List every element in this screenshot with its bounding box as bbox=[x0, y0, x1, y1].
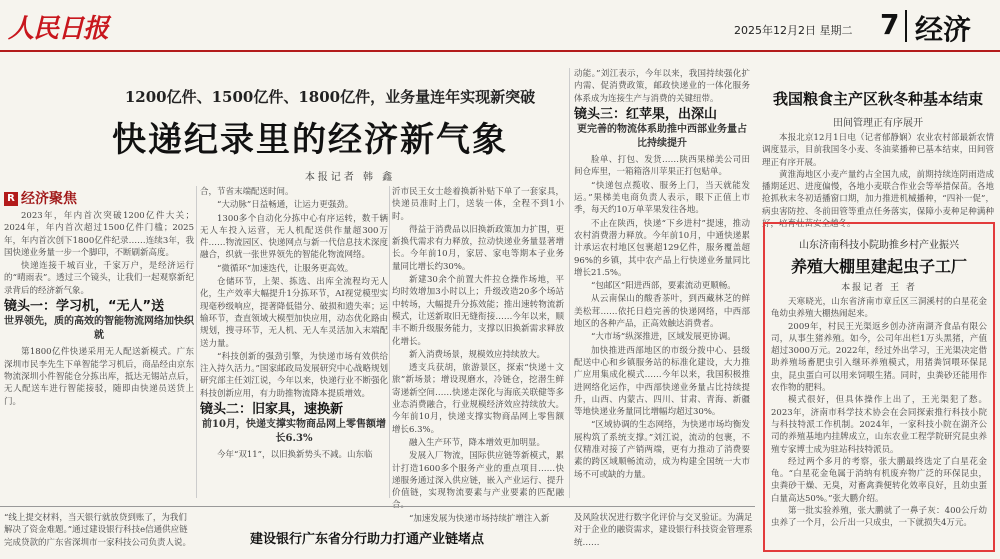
box-byline: 本报记者 王 者 bbox=[841, 283, 917, 293]
paragraph: “包邮区”阳进西部，要素流动更顺畅。 bbox=[591, 281, 736, 292]
highlighted-article-box[interactable] bbox=[763, 222, 995, 552]
paragraph: 新建30余个前置大件拉仓操作场地，平均时效增加3小时以上；升级改造20多个场站中转场，大幅提升分拣效能；推出速转物流新模式，让送新取旧无缝衔接……今年以来，顺丰不断升级服务能力，支撑以旧换新需求释放化增长。 bbox=[392, 275, 564, 347]
subheading-scene-2: 前10月，快递支撑实物商品网上零售额增长6.3% bbox=[202, 419, 386, 445]
bottom-left-text: “线上提交材料，当天银行就放贷到账了，为我们解决了资金难题。”通过建设银行科技e信通供应链完成贷款的广东省深圳市一家科技公司负责人说。 bbox=[4, 513, 192, 548]
box-body bbox=[771, 296, 987, 548]
paragraph: 动能。”刘江表示，今年以来，我国持续强化扩内需、促消费政策，邮政快递业的一体化服务体系成为连接生产与消费的关键纽带。 bbox=[574, 69, 750, 104]
newspaper-logo: 人民日报 bbox=[8, 14, 109, 44]
paragraph: 仓储环节，上架、拣选、出库全流程均无人化，生产效率大幅提升1分拣环节，AI视觉模型实现毫秒级响应，提著降低错分、破损和遗失率；运输环节，查直领域大模型加快应用，动态优化路由规划，搜寻环节，无人机、无人车灵活加入末端配送力量。 bbox=[200, 277, 388, 349]
paragraph: 模式很好，但具体操作上出了，王光渠犯了愁。2023年，济南市科学技术协会在会同探索推行科技小院与科技特派工作机制。2024年，一家科技小院在湖齐公司的养殖基地内挂牌成立，山东农业工程学院研究昆虫养殖专家博士成为驻站科技特派员。 bbox=[771, 395, 987, 455]
paragraph: 脸单、打包、发货……陕西果梯美公司田间仓库里，一箱箱洛川苹果正打包贴单。 bbox=[574, 155, 750, 178]
paragraph: “加速发展为快递市场持续扩增注入新 bbox=[409, 513, 550, 524]
sidebar-subtitle: 田间管理正有序展开 bbox=[833, 118, 923, 129]
bottom-article-title[interactable]: 建设银行广东省分行助力打通产业链堵点 bbox=[250, 532, 485, 547]
paragraph: 发展入厂物流，国际供应链等新模式，累计打造1600多个服务产业的重点项目……快递服务通过深入供应链，嵌入产业运行、提升价值链，实现物流要素与产业要素的匹配融 bbox=[392, 451, 564, 499]
paragraph: 融入生产环节，降本增效更加明显。 bbox=[409, 437, 546, 448]
bottom-divider bbox=[0, 506, 755, 507]
paragraph: 得益于消费品以旧换新政策加力扩围，更新换代需求有力释放，拉动快递业务量显著增长。今年前10月，家居、家电等期本子业务量同比增长约30%。 bbox=[392, 224, 564, 272]
section-name: 经济 bbox=[915, 13, 972, 46]
paragraph: 透支兵获胡，旅游景区，探索“快递＋文旅”新场景；增设现磨水，冷链仓，挖潜生鲜寄递新空间……快递走深化与海底关联健等多业态消费融合，行业规模经济效应持续放大。今年前10月，快递支撑实物商品网上零售额增长6.3%。 bbox=[392, 363, 564, 435]
box-kicker: 山东济南科技小院助推乡村产业振兴 bbox=[799, 240, 959, 251]
paragraph: 沂市民王女士趁着换新补贴下单了一套家具，快递员准时上门，送装一体，全程不到1小时。 bbox=[392, 187, 564, 222]
heading-scene-3: 镜头三：红苹果，出深山 bbox=[574, 106, 718, 122]
paragraph: 加快推进西部地区的市级分拨中心、县级配送中心和乡镇服务站的标准化建设，大力推广应用集成化模式……今年以来，我国积极推进网络化运作，中西部快递业务量占比持续提升，山西、内蒙古、四川、甘肃、青海、新疆等地快递业务量同比增幅均超过30%。 bbox=[574, 345, 750, 418]
paragraph: 2023年，年内首次突破1200亿件大关；2024年，年内首次超过1500亿件门槛；2025年，年内首次创下1800亿件纪录……连续3年，我国快递业务量一步一个脚印，不断刷新高度。 bbox=[4, 211, 194, 258]
paragraph: 第1800亿件快递采用无人配送新模式。广东深圳市民李先生下单智能学习机后，商品经由京东物流深圳小件智能仓分拣出库，抵达无锡站点后，无人配送车进行智能接驳，随即由快递员送货上门。 bbox=[4, 347, 194, 407]
section-label: R 经济聚焦 bbox=[4, 192, 194, 206]
main-title[interactable]: 快递纪录里的经济新气象 bbox=[112, 120, 508, 160]
section-mark-icon: R bbox=[4, 192, 18, 206]
page-number: 7 bbox=[880, 8, 900, 41]
paragraph: 天寒晓光，山东省济南市章丘区三洞溪村的白星花金龟幼虫养殖大棚热闹起来。 bbox=[771, 297, 987, 320]
subheading-scene-1: 世界领先，质的高效的智能物流网络加快织就 bbox=[4, 316, 194, 342]
article-column-1 bbox=[4, 190, 194, 475]
column-rule bbox=[196, 186, 197, 498]
subheading-scene-3: 更完善的物流体系助推中西部业务量占比持续提升 bbox=[577, 124, 747, 150]
paragraph: “科技创新的强劲引擎，为快递市场有效供给注入持久活力。”国家邮政局发展研究中心战略规划研究部主任刘江说，今年以来，快递行业不断强化科技创新应用，有力助推物流降本提质增效。 bbox=[200, 351, 388, 399]
paragraph: “大市场”纵深推进，区域发展更协调。 bbox=[591, 332, 736, 343]
paragraph: 不止在陕西，快递“下乡进村”提速，推动农村消费潜力释放。今年前10月，中通快递累计承运农村地区包裹超129亿件，服务覆盖超96%的乡镇，其中农产品上行快递业务量同比增长21.5%。 bbox=[574, 218, 750, 278]
main-byline: 本报记者 韩 鑫 bbox=[304, 172, 396, 183]
column-rule bbox=[389, 186, 390, 498]
article-column-2 bbox=[200, 186, 388, 498]
heading-scene-1: 镜头一：学习机，“无人”送 bbox=[4, 299, 165, 315]
masthead bbox=[0, 0, 1000, 52]
paragraph: 本报北京12月1日电（记者郁静娴）农业农村部最新农情调度显示，目前我国冬小麦、冬油菜播种已基本结束，田间管理正有序开展。 bbox=[762, 133, 994, 168]
masthead-divider bbox=[905, 10, 907, 42]
paragraph: 黄淮海地区小麦产量约占全国九成，前期持续连阴雨造成播期延迟、进度偏慢，各地小麦联合作业会等举措保苗。各地抢抓秋末冬初适播窗口期，加力推进机械播种，“四补一促”，病虫害防控、冬前田管等重点任务落实，保障小麦种足种满种好，培育壮苗安全越冬。 bbox=[762, 169, 994, 230]
publication-date: 2025年12月2日 星期二 bbox=[734, 24, 853, 37]
paragraph: “区域协调的生态网络，为快递市场均衡发展构筑了系统支撑。”刘江说，流动的包裹，不仅精准对接了产销两端，更有力推动了消费要素的跨区域顺畅流动，成为构建全国统一大市场不可或缺的力量。 bbox=[574, 420, 750, 480]
main-kicker: 1200亿件、1500亿件、1800亿件，业务量连年实现新突破 bbox=[124, 88, 536, 106]
paragraph: 合，节省末端配送时间。 bbox=[200, 187, 294, 197]
article-column-4 bbox=[574, 68, 750, 498]
article-column-3 bbox=[392, 186, 564, 524]
paragraph: 快递连接千城百业，千家万户，是经济运行的“晴雨表”。透过三个镜头，让我们一起观察新纪录背后的经济新气象。 bbox=[4, 261, 194, 296]
paragraph: 2009年，村民王光渠返乡创办济南湖齐食品有限公司，从事生猪养殖。如今，公司年出栏1万头黑猪，产值超过3000万元。2022年，经过外出学习，王光渠决定借助养殖场畜肥虫引入继环养殖模式，用猪粪饲喂环保昆虫，昆虫蛋白可以用来饲喂生猪。同时，虫粪砂还能用作农作物的肥料。 bbox=[771, 321, 987, 394]
box-title[interactable]: 养殖大棚里建起虫子工厂 bbox=[790, 257, 967, 276]
paragraph: “快递包点揽收、服务上门，当天就能发运。”果梯美电商负责人表示，眼下正值上市季，每天约10万单苹果发往各地。 bbox=[574, 180, 750, 216]
paragraph: 经过两个多月的考察，张大鹏最终选定了白星花金龟。“白星花金龟属于消纳有机废弃物广泛的环保昆虫，虫粪砂干燥、无臭，对畜禽粪便转化效率良好，且幼虫蛋白量高达50%。”张大鹏介绍。 bbox=[771, 456, 987, 504]
paragraph: 新入消费场景，规模效应持续放大。 bbox=[409, 349, 546, 360]
sidebar-title[interactable]: 我国粮食主产区秋冬种基本结束 bbox=[772, 90, 983, 108]
paragraph: 从云南保山的酸香茶叶，到西藏林芝的鲜美松茸……依托日趋完善的快递网络，中西部地区的各种产品，正高效触达消费者。 bbox=[574, 294, 750, 330]
paragraph: “大动脉”日益畅通，让运力更强劲。 bbox=[217, 200, 354, 211]
paragraph: 1300多个自动化分拣中心有序运转，数千辆无人车投入运营，无人机配送供作量超300万件……物流园区、快递网点与新一代信息技术深度融合，织就一张世界领先的智能化物流网络。 bbox=[200, 213, 388, 261]
paragraph: “微循环”加速迭代，让服务更高效。 bbox=[217, 263, 354, 274]
paragraph: 今年“双11”，以旧换新势头不减。山东临 bbox=[217, 450, 373, 461]
heading-scene-2: 镜头二：旧家具，速换新 bbox=[200, 402, 344, 418]
paragraph: 第一批实验养殖，张大鹏就了一鼻子灰：400公斤幼虫养了一个月，公斤出一只成虫，一下就损失4万元。 bbox=[771, 506, 987, 529]
bottom-right-text: 及风险状况进行数字化评价与交叉验证。为满足对于企业的融资需求，建设银行科技资金管理系统…… bbox=[574, 513, 753, 548]
column-rule bbox=[569, 68, 570, 498]
